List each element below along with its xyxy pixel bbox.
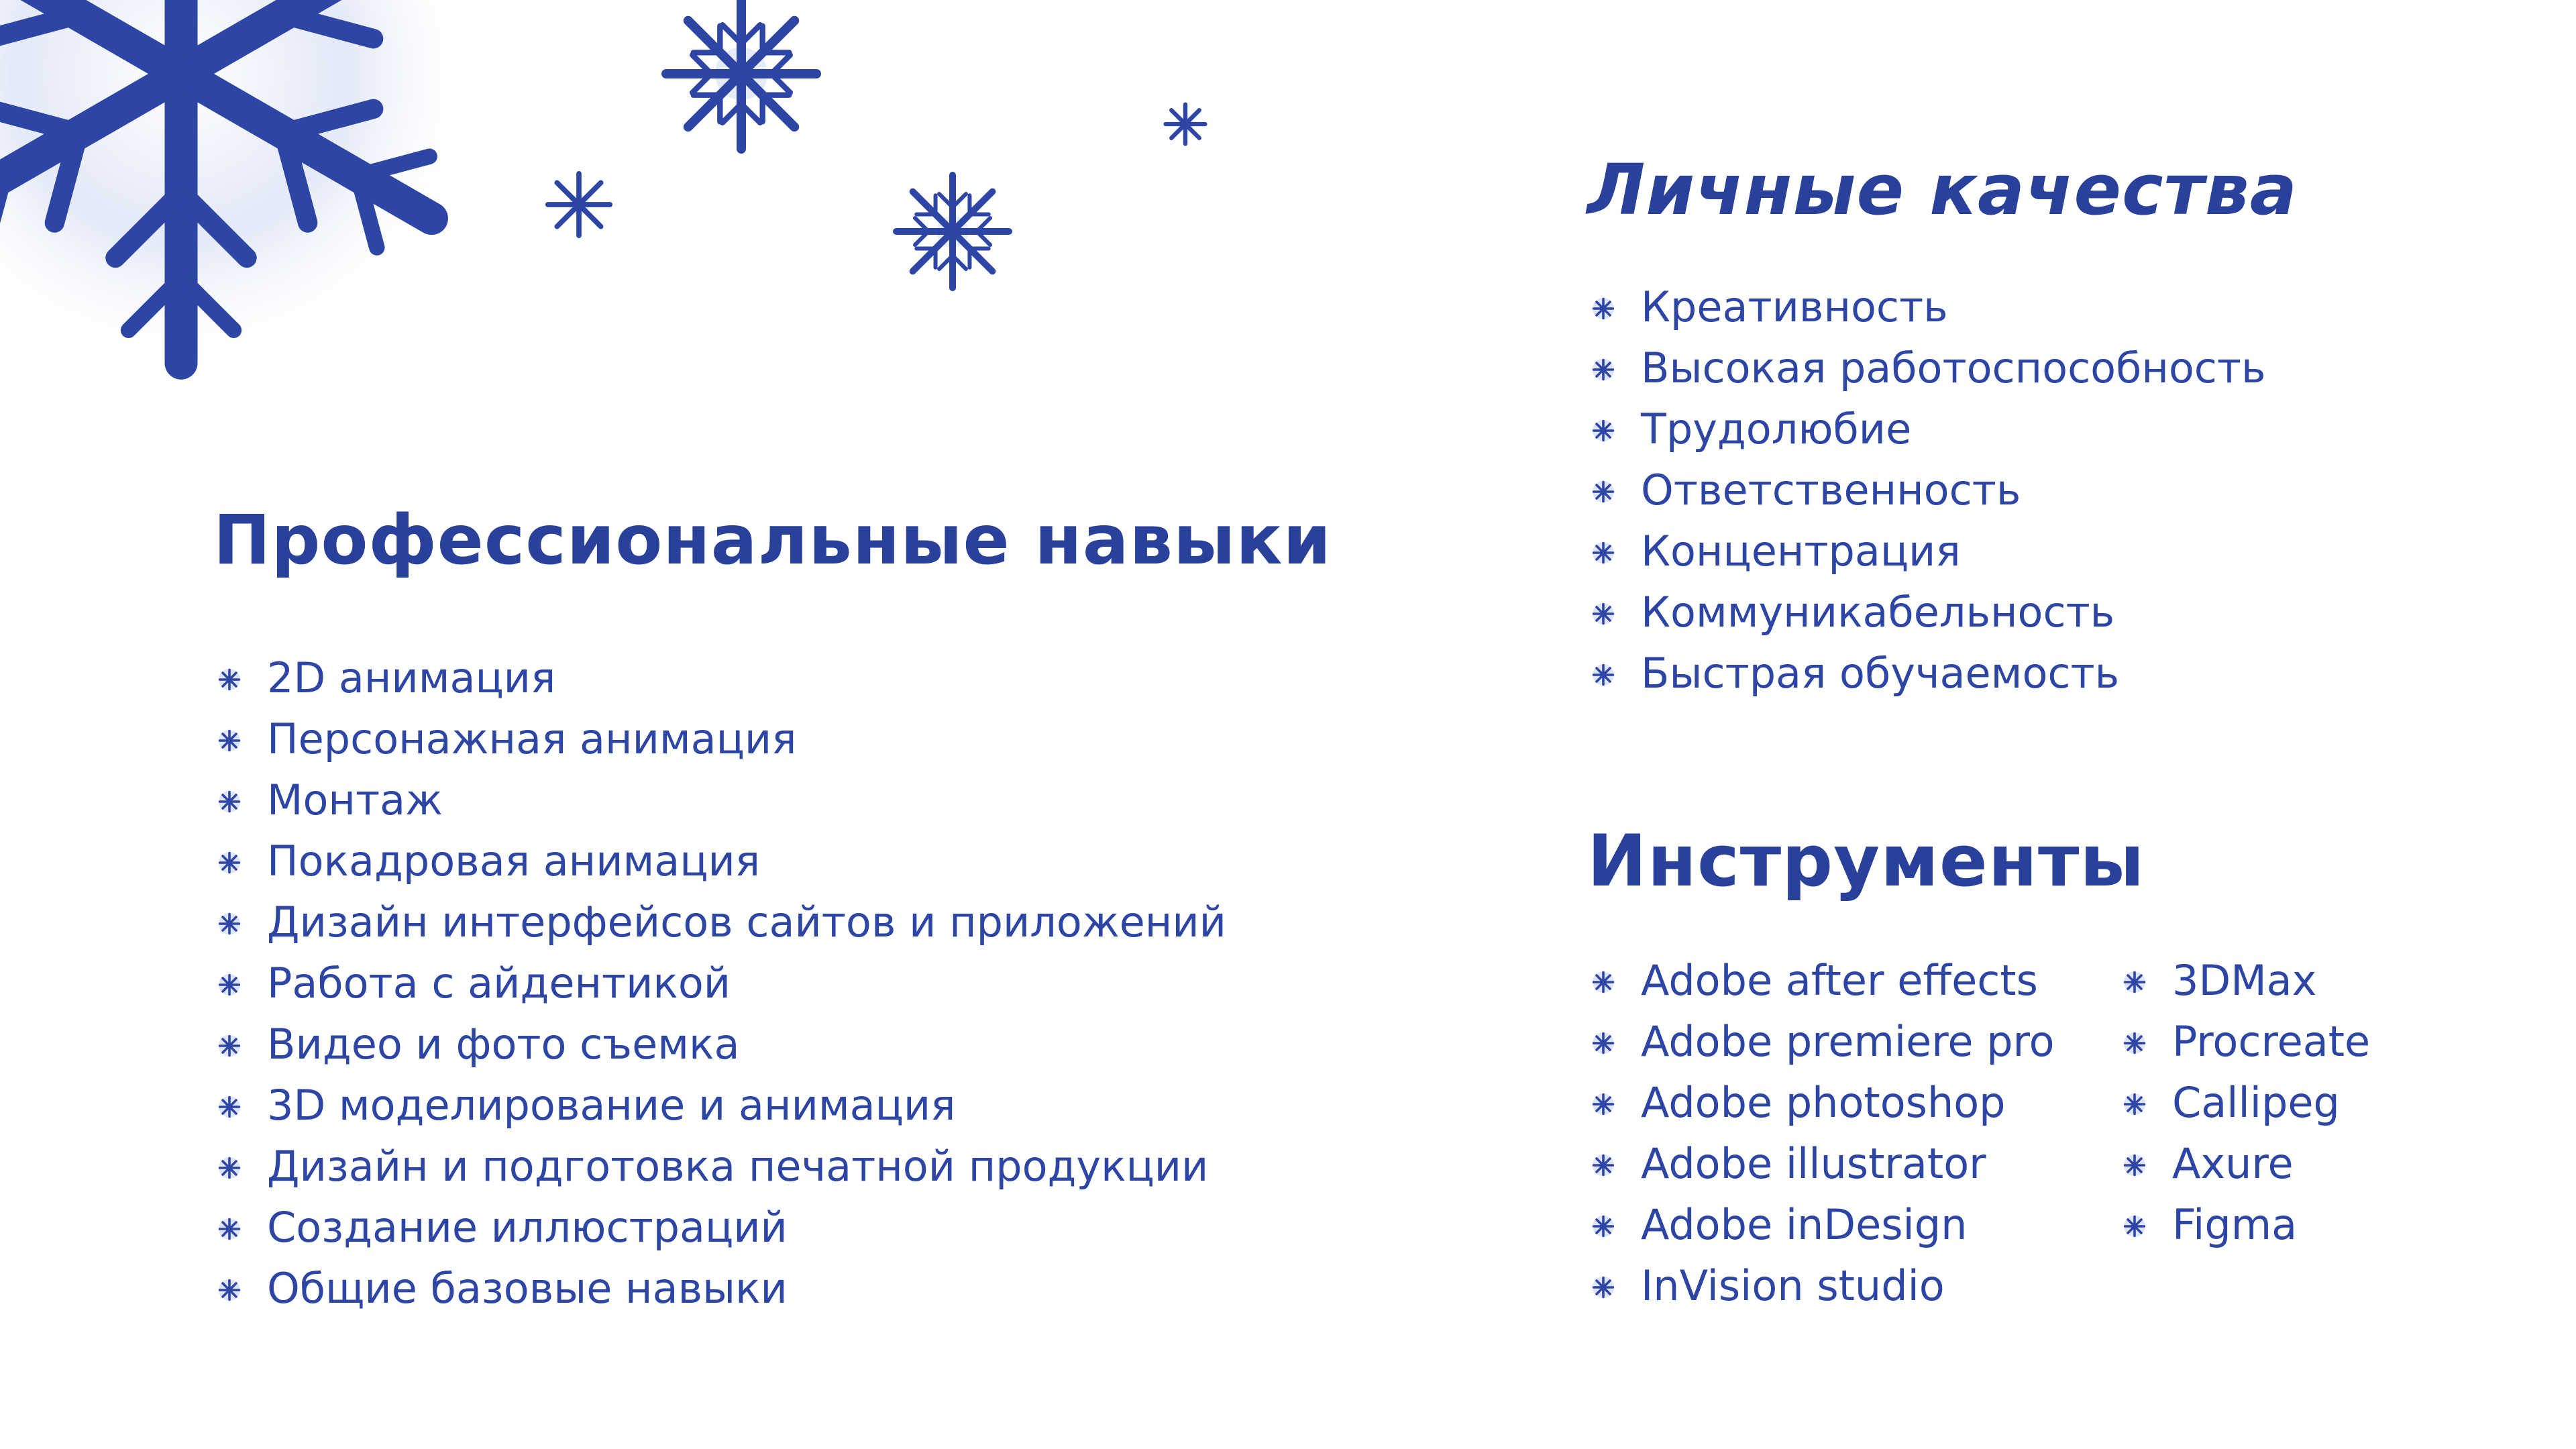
list-item-label: Ответственность (1641, 466, 2021, 515)
snowflake-bullet-icon (2121, 1213, 2148, 1240)
snowflake-bullet-icon (216, 1155, 243, 1181)
snowflake-bullet-icon (1590, 539, 1617, 566)
list-item (1590, 1255, 2055, 1316)
list-item-label: Покадровая анимация (267, 837, 761, 885)
snowflake-bullet-icon (1590, 1152, 1617, 1179)
list-item (216, 1136, 1226, 1197)
list-item-label: Adobe inDesign (1641, 1200, 1968, 1249)
list-item (1590, 1194, 2055, 1255)
snowflake-bullet-icon (1590, 1213, 1617, 1240)
list-item-label: Создание иллюстраций (267, 1203, 788, 1252)
snowflake-bullet-icon (1590, 417, 1617, 444)
list-item (2121, 1133, 2370, 1194)
snowflake-bullet-icon (1590, 1274, 1617, 1301)
list-item-label: Adobe after effects (1641, 956, 2038, 1005)
list-item (1590, 521, 2266, 582)
list-item (1590, 1011, 2055, 1072)
list-item-label: Adobe premiere pro (1641, 1017, 2055, 1066)
snowflake-bullet-icon (2121, 1091, 2148, 1118)
personal-qualities-title: Личные качества (1587, 149, 2298, 231)
list-item-label: Adobe illustrator (1641, 1139, 1986, 1188)
list-item-label: Видео и фото съемка (267, 1020, 740, 1069)
list-item-label: Axure (2172, 1139, 2294, 1188)
large-snowflake-icon (0, 0, 537, 402)
list-item (1590, 950, 2055, 1011)
tiny-snowflake-icon (1162, 101, 1209, 148)
snowflake-bullet-icon (1590, 356, 1617, 383)
snowflake-bullet-icon (216, 788, 243, 815)
list-item-label: Дизайн и подготовка печатной продукции (267, 1142, 1209, 1191)
list-item (216, 1197, 1226, 1258)
snowflake-bullet-icon (2121, 1152, 2148, 1179)
tools-title: Инструменты (1587, 820, 2145, 902)
list-item (216, 892, 1226, 953)
list-item (2121, 1072, 2370, 1133)
snowflake-bullet-icon (216, 849, 243, 876)
list-item-label: Общие базовые навыки (267, 1264, 788, 1313)
list-item-label: Концентрация (1641, 527, 1961, 576)
list-item-label: Креативность (1641, 282, 1948, 331)
list-item (1590, 1072, 2055, 1133)
snowflake-bullet-icon (2121, 969, 2148, 996)
list-item (1590, 276, 2266, 337)
list-item-label: Монтаж (267, 775, 443, 824)
list-item (216, 647, 1226, 708)
list-item-label: Adobe photoshop (1641, 1078, 2006, 1127)
list-item (216, 1258, 1226, 1319)
list-item-label: Callipeg (2172, 1078, 2340, 1127)
professional-skills-title: Профессиональные навыки (213, 500, 1332, 580)
snowflake-bullet-icon (1590, 1091, 1617, 1118)
list-item-label: Figma (2172, 1200, 2298, 1249)
snowflake-bullet-icon (216, 1277, 243, 1303)
snowflake-bullet-icon (216, 727, 243, 754)
tiny-snowflake-icon (542, 168, 616, 241)
personal-qualities-list (1590, 276, 2266, 704)
list-item (1590, 1133, 2055, 1194)
list-item (1590, 398, 2266, 460)
snowflake-bullet-icon (216, 971, 243, 998)
list-item (216, 769, 1226, 830)
list-item (1590, 460, 2266, 521)
snowflake-bullet-icon (1590, 600, 1617, 627)
list-item-label: Коммуникабельность (1641, 588, 2115, 637)
snowflake-bullet-icon (1590, 478, 1617, 505)
snowflake-bullet-icon (1590, 969, 1617, 996)
snowflake-bullet-icon (216, 1093, 243, 1120)
small-snowflake-icon (885, 164, 1020, 299)
tools-list-column-2 (2121, 950, 2370, 1255)
list-item (216, 708, 1226, 769)
medium-snowflake-icon (621, 0, 862, 168)
list-item-label: InVision studio (1641, 1261, 1945, 1310)
snowflake-bullet-icon (216, 666, 243, 693)
list-item (216, 1075, 1226, 1136)
list-item-label: Персонажная анимация (267, 714, 797, 763)
list-item (1590, 337, 2266, 398)
list-item-label: 2D анимация (267, 653, 556, 702)
list-item (216, 1014, 1226, 1075)
list-item (2121, 950, 2370, 1011)
snowflake-bullet-icon (1590, 1030, 1617, 1057)
list-item (216, 830, 1226, 892)
snowflake-bullet-icon (2121, 1030, 2148, 1057)
list-item-label: Высокая работоспособность (1641, 343, 2266, 392)
list-item (1590, 582, 2266, 643)
list-item-label: Procreate (2172, 1017, 2371, 1066)
list-item-label: Трудолюбие (1641, 405, 1912, 453)
professional-skills-list (216, 647, 1226, 1319)
list-item-label: Дизайн интерфейсов сайтов и приложений (267, 898, 1226, 947)
snowflake-bullet-icon (216, 1216, 243, 1242)
list-item-label: 3D моделирование и анимация (267, 1081, 956, 1130)
tools-list-column-1 (1590, 950, 2055, 1316)
snowflake-bullet-icon (1590, 661, 1617, 688)
list-item-label: Работа с айдентикой (267, 959, 731, 1008)
list-item (216, 953, 1226, 1014)
snowflake-bullet-icon (216, 1032, 243, 1059)
list-item-label: 3DMax (2172, 956, 2317, 1005)
list-item-label: Быстрая обучаемость (1641, 649, 2120, 698)
list-item (1590, 643, 2266, 704)
list-item (2121, 1194, 2370, 1255)
snowflake-bullet-icon (1590, 295, 1617, 322)
list-item (2121, 1011, 2370, 1072)
snowflake-bullet-icon (216, 910, 243, 937)
